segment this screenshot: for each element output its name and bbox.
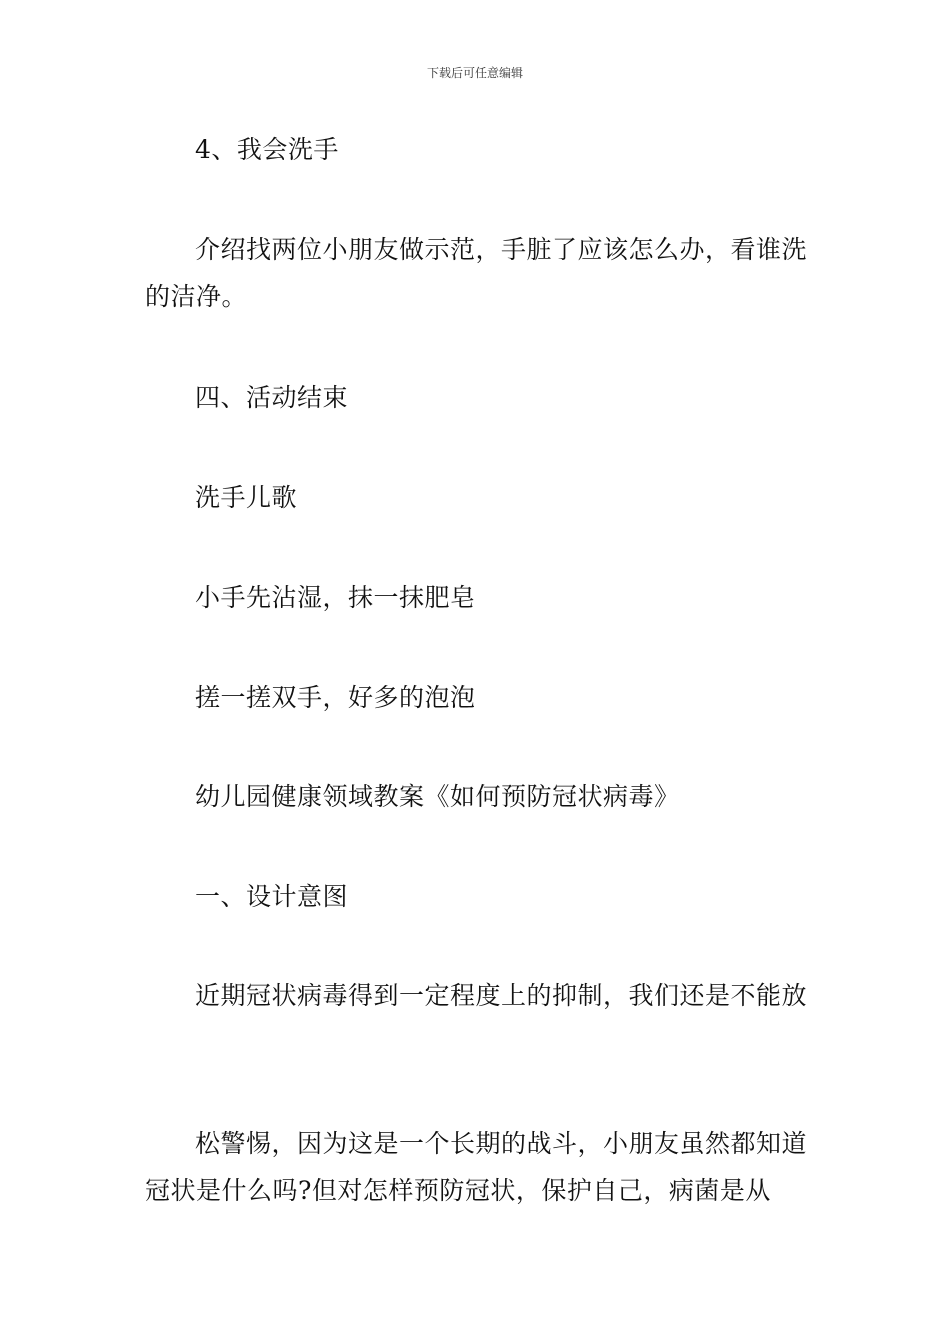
paragraph-intent-1: 近期冠状病毒得到一定程度上的抑制，我们还是不能放 bbox=[195, 981, 808, 1010]
paragraph-intent-2: 松警惕，因为这是一个长期的战斗，小朋友虽然都知道冠状是什么吗?但对怎样预防冠状，保护自己，病菌是从 bbox=[145, 1129, 808, 1205]
paragraph-demo: 介绍找两位小朋友做示范，手脏了应该怎么办，看谁洗的洁净。 bbox=[145, 235, 808, 311]
paragraph-song-line-1: 小手先沾湿，抹一抹肥皂 bbox=[195, 583, 476, 612]
paragraph-step-4: 4、我会洗手 bbox=[195, 135, 339, 164]
header-note: 下载后可任意编辑 bbox=[426, 66, 523, 80]
paragraph-song-line-2: 搓一搓双手，好多的泡泡 bbox=[195, 683, 476, 712]
paragraph-lesson-title: 幼儿园健康领域教案《如何预防冠状病毒》 bbox=[195, 782, 680, 811]
paragraph-song-title: 洗手儿歌 bbox=[195, 483, 298, 512]
paragraph-section-1: 一、设计意图 bbox=[195, 882, 349, 911]
paragraph-section-4: 四、活动结束 bbox=[195, 383, 349, 412]
